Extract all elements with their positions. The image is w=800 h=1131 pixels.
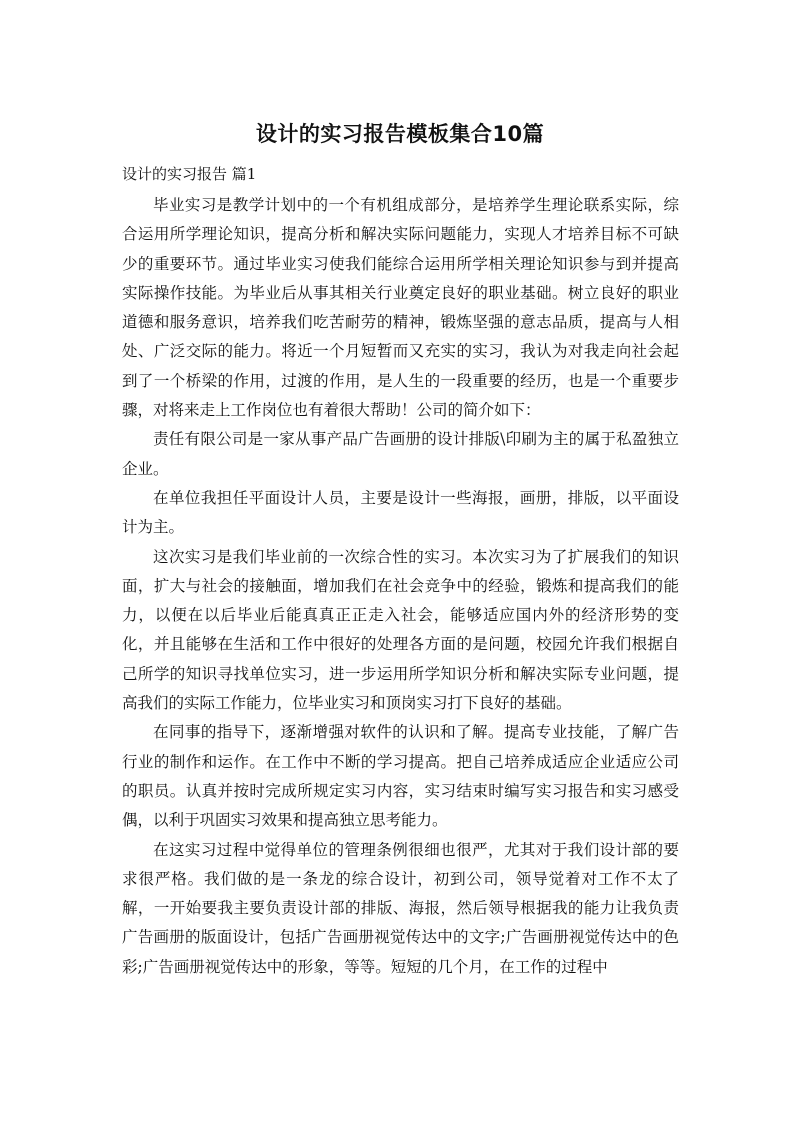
paragraph: 这次实习是我们毕业前的一次综合性的实习。本次实习为了扩展我们的知识面，扩大与社会的接触面，增加我们在社会竞争中的经验，锻炼和提高我们的能力，以便在以后毕业后能真真正正走入社会，能够适应国内外的经济形势的变化，并且能够在生活和工作中很好的处理各方面的是问题，校园允许我们根据自己所学的知识寻找单位实习，进一步运用所学知识分析和解决实际专业问题，提高我们的实际工作能力，位毕业实习和顶岗实习打下良好的基础。 [122,547,679,713]
paragraph: 在这实习过程中觉得单位的管理条例很细也很严，尤其对于我们设计部的要求很严格。我们做的是一条龙的综合设计，初到公司，领导觉着对工作不太了解，一开始要我主要负责设计部的排版、海报，然后领导根据我的能力让我负责广告画册的版面设计，包括广告画册视觉传达中的文字;广告画册视觉传达中的色彩;广告画册视觉传达中的形象，等等。短短的几个月，在工作的过程中 [122,840,679,976]
document-body [122,191,679,982]
paragraph: 在同事的指导下，逐渐增强对软件的认识和了解。提高专业技能，了解广告行业的制作和运作。在工作中不断的学习提高。把自己培养成适应企业适应公司的职员。认真并按时完成所规定实习内容，实习结束时编写实习报告和实习感受偶，以利于巩固实习效果和提高独立思考能力。 [122,723,679,830]
section-heading: 设计的实习报告 篇1 [122,165,257,183]
document-title: 设计的实习报告模板集合10篇 [255,122,545,146]
paragraph: 责任有限公司是一家从事产品广告画册的设计排版\印刷为主的属于私盈独立企业。 [122,430,679,478]
paragraph: 在单位我担任平面设计人员，主要是设计一些海报，画册，排版，以平面设计为主。 [122,488,679,537]
paragraph: 毕业实习是教学计划中的一个有机组成部分，是培养学生理论联系实际，综合运用所学理论知识，提高分析和解决实际问题能力，实现人才培养目标不可缺少的重要环节。通过毕业实习使我们能综合运用所学相关理论知识参与到并提高实际操作技能。为毕业后从事其相关行业奠定良好的职业基础。树立良好的职业道德和服务意识，培养我们吃苦耐劳的精神，锻炼坚强的意志品质，提高与人相处、广泛交际的能力。将近一个月短暂而又充实的实习，我认为对我走向社会起到了一个桥梁的作用，过渡的作用，是人生的一段重要的经历，也是一个重要步骤，对将来走上工作岗位也有着很大帮助！公司的简介如下： [122,196,679,420]
